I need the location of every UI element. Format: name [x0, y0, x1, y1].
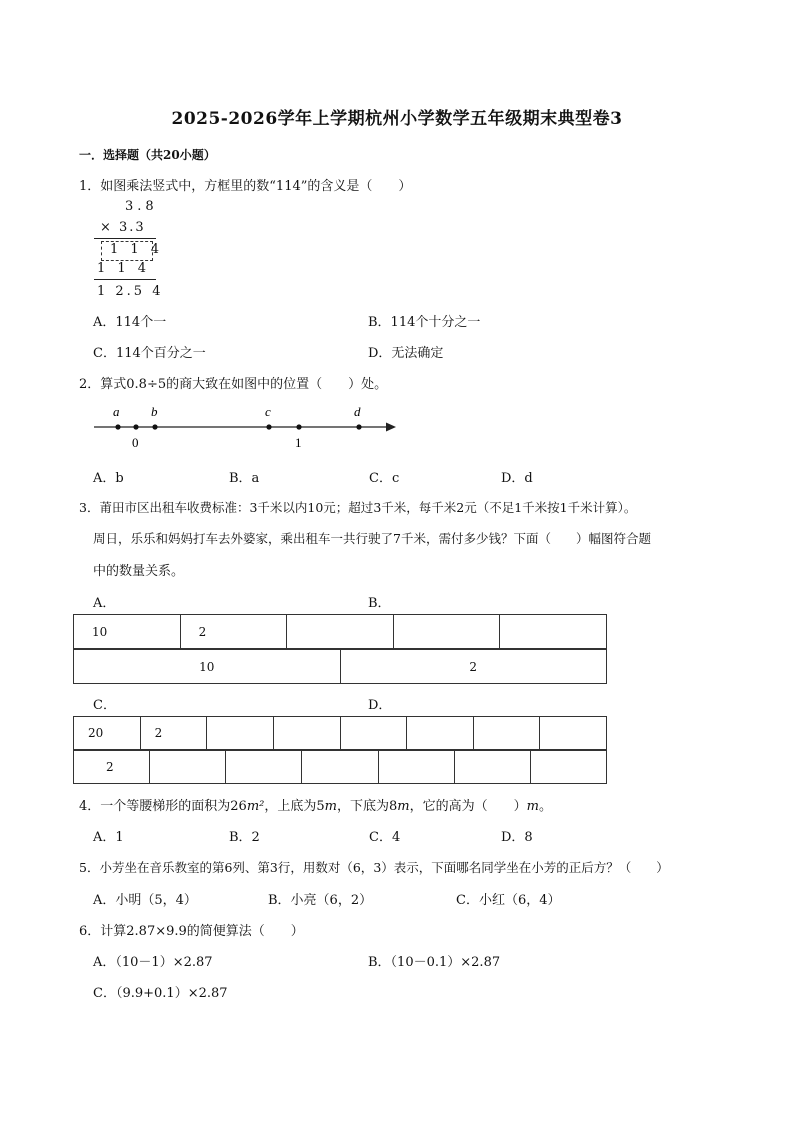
unit-m: m	[526, 799, 539, 814]
q4-option-d[interactable]: D．8	[501, 830, 533, 845]
diagram-c-cell: 2	[140, 717, 207, 750]
point-d	[356, 424, 361, 429]
diagram-d-cell	[150, 751, 226, 784]
arrow-head-icon	[386, 423, 396, 432]
label-d: d	[354, 404, 361, 419]
diagram-b-cell: 10	[74, 650, 341, 684]
unit-m: m	[324, 799, 337, 814]
diagram-a-cell	[500, 615, 607, 649]
diagram-d-cell	[378, 751, 454, 784]
calc-product: 1 2.5 4	[97, 284, 164, 299]
q3-diagram-d	[73, 750, 607, 784]
q1-option-c[interactable]: C．114个百分之一	[93, 346, 206, 361]
diagram-c-cell	[473, 717, 540, 750]
q5-option-b[interactable]: B．小亮（6，2）	[268, 893, 373, 908]
q4-text-3: ，下底为8	[336, 799, 398, 814]
point-a	[115, 424, 120, 429]
diagram-b-cell: 2	[340, 650, 607, 684]
diagram-c-cell	[407, 717, 474, 750]
q5-option-c[interactable]: C．小红（6，4）	[456, 893, 561, 908]
q4-text-1: 4．一个等腰梯形的面积为26	[79, 799, 247, 814]
point-b	[152, 424, 157, 429]
point-one	[296, 424, 301, 429]
unit-m2: m²	[246, 799, 265, 814]
calc-rule-2	[94, 279, 156, 280]
diagram-d-cell	[226, 751, 302, 784]
q6-option-b[interactable]: B．（10－0.1）×2.87	[368, 955, 501, 970]
diagram-a-cell: 2	[180, 615, 287, 649]
q3-diagram-a	[73, 614, 607, 649]
q2-option-c[interactable]: C．c	[369, 471, 400, 486]
calc-multiplier: × 3.3	[100, 220, 146, 235]
q2-option-d[interactable]: D．d	[501, 471, 533, 486]
diagram-c-cell	[340, 717, 407, 750]
calc-partial-1: 1 1 4	[110, 242, 164, 257]
q5-option-a[interactable]: A．小明（5，4）	[93, 893, 197, 908]
q1-option-b[interactable]: B．114个十分之一	[368, 315, 481, 330]
q2-option-b[interactable]: B．a	[229, 471, 260, 486]
q1-option-a[interactable]: A．114个一	[93, 315, 167, 330]
diagram-d-cell: 2	[74, 751, 150, 784]
diagram-a-cell	[287, 615, 394, 649]
point-c	[266, 424, 271, 429]
q3-option-c-label[interactable]: C．	[93, 698, 116, 713]
q4-option-c[interactable]: C．4	[369, 830, 401, 845]
question-3-line-1: 3．莆田市区出租车收费标准：3千米以内10元；超过3千米，每千米2元（不足1千米按1千米计算）。	[79, 500, 637, 515]
question-2-stem: 2．算式0.8÷5的商大致在如图中的位置（ ）处。	[79, 377, 388, 392]
label-a: a	[113, 404, 120, 419]
q4-option-b[interactable]: B．2	[229, 830, 260, 845]
number-line	[90, 400, 410, 452]
diagram-c-cell	[540, 717, 607, 750]
question-1-stem: 1．如图乘法竖式中，方框里的数“114”的含义是（ ）	[79, 179, 412, 194]
q3-diagram-c	[73, 716, 607, 750]
diagram-d-cell	[454, 751, 530, 784]
question-3-line-3: 中的数量关系。	[93, 564, 185, 579]
q3-option-a-label[interactable]: A．	[93, 596, 116, 611]
page-title: 2025-2026学年上学期杭州小学数学五年级期末典型卷3	[171, 109, 623, 129]
q6-option-c[interactable]: C．（9.9+0.1）×2.87	[93, 986, 228, 1001]
label-one: 1	[295, 435, 302, 450]
q6-option-a[interactable]: A．（10－1）×2.87	[93, 955, 213, 970]
label-b: b	[151, 404, 158, 419]
section-heading: 一．选择题（共20小题）	[79, 148, 216, 162]
diagram-c-cell	[207, 717, 274, 750]
diagram-d-cell	[530, 751, 606, 784]
point-zero	[133, 424, 138, 429]
q4-text-4: ，它的高为（ ）	[409, 799, 527, 814]
unit-m: m	[397, 799, 410, 814]
q3-option-b-label[interactable]: B．	[368, 596, 391, 611]
q4-option-a[interactable]: A．1	[93, 830, 124, 845]
question-4-stem	[79, 795, 552, 814]
label-c: c	[265, 404, 271, 419]
calc-multiplicand: 3.8	[125, 199, 158, 214]
diagram-a-cell: 10	[74, 615, 181, 649]
question-5-stem: 5．小芳坐在音乐教室的第6列、第3行，用数对（6，3）表示，下面哪名同学坐在小芳的正后方？（ ）	[79, 860, 669, 875]
q1-option-d[interactable]: D．无法确定	[368, 346, 444, 361]
q3-diagram-b	[73, 649, 607, 684]
q4-text-2: ，上底为5	[264, 799, 325, 814]
q2-option-a[interactable]: A．b	[93, 471, 124, 486]
question-6-stem: 6．计算2.87×9.9的简便算法（ ）	[79, 924, 304, 939]
calc-rule-1	[94, 238, 156, 239]
diagram-a-cell	[393, 615, 500, 649]
diagram-c-cell: 20	[74, 717, 141, 750]
q3-option-d-label[interactable]: D．	[368, 698, 392, 713]
diagram-d-cell	[302, 751, 378, 784]
diagram-c-cell	[273, 717, 340, 750]
label-zero: 0	[132, 435, 139, 450]
question-3-line-2: 周日，乐乐和妈妈打车去外婆家，乘出租车一共行驶了7千米，需付多少钱？下面（ ）幅图符合题	[93, 531, 651, 546]
calc-partial-2: 1 1 4	[97, 261, 151, 276]
q4-text-5: 。	[538, 799, 552, 814]
